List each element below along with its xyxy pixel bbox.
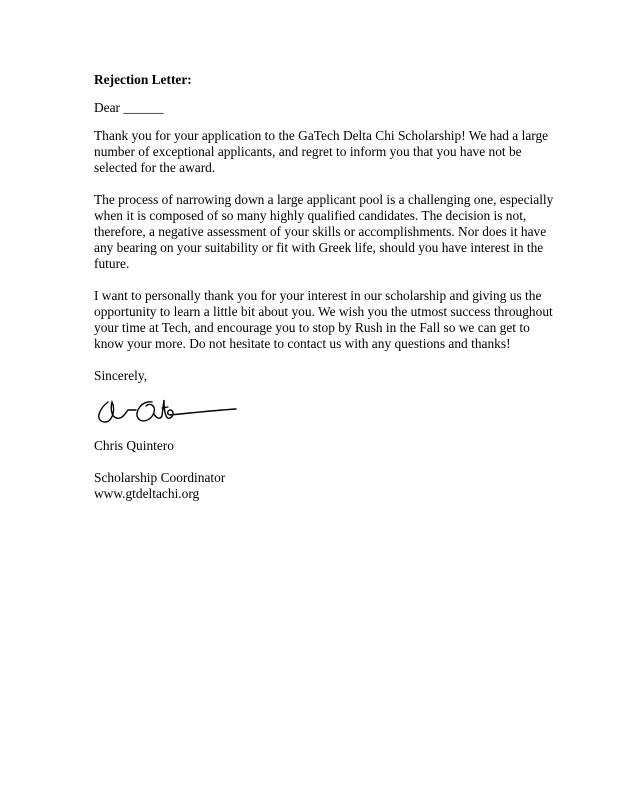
closing: Sincerely,: [94, 368, 148, 383]
paragraph-2: The process of narrowing down a large applicant pool is a challenging one, especially when it is composed of so many highly qualified candidates. The decision is not, therefore, a negative assessment of your skills or accomplishments. Nor does it have any bearing on your suitability or fit with Greek life, should you have interest in the future.: [94, 192, 554, 271]
salutation: Dear ______: [94, 100, 164, 115]
signer-role: Scholarship Coordinator: [94, 470, 226, 485]
signer-name: Chris Quintero: [94, 438, 174, 453]
paragraph-1: Thank you for your application to the GaTech Delta Chi Scholarship! We had a large number of exceptional applicants, and regret to inform you that you have not be selected for the award.: [94, 128, 549, 175]
website-link[interactable]: www.gtdeltachi.org: [94, 486, 200, 501]
letter-title: Rejection Letter:: [94, 72, 192, 87]
handwritten-signature: [90, 390, 240, 430]
letter-body: [94, 72, 554, 502]
paragraph-3: I want to personally thank you for your interest in our scholarship and giving us the opportunity to learn a little bit about you. We wish you the utmost success throughout your time at Tech, and encourage you to stop by Rush in the Fall so we can get to know your more. Do not hesitate to contact us with any questions and thanks!: [94, 288, 553, 351]
